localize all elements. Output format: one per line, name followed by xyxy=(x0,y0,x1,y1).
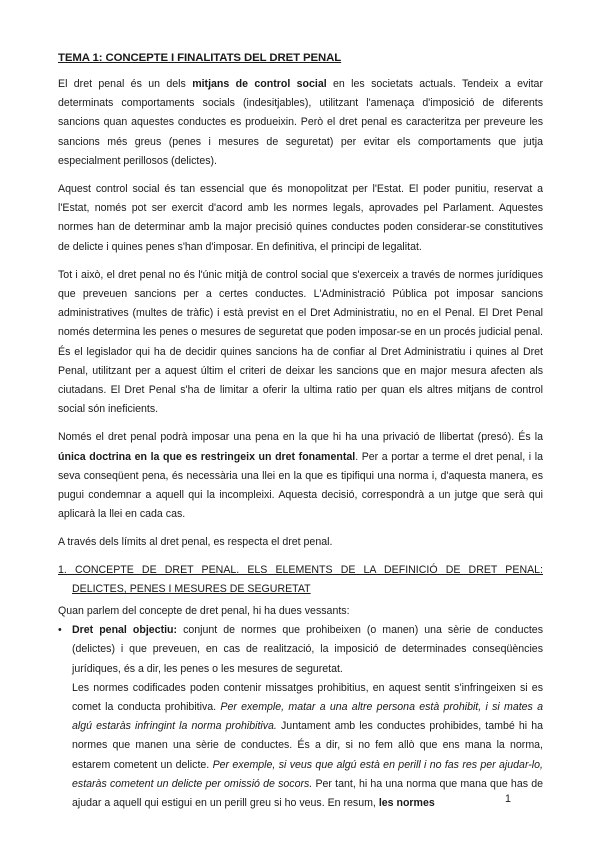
section-heading-line-2: DELICTES, PENES I MESURES DE SEGURETAT xyxy=(72,583,311,596)
paragraph-5: A través dels límits al dret penal, es respecta el dret penal. xyxy=(58,536,333,549)
p4-text-a: Només el dret penal podrà imposar una pena en la que hi ha una privació de llibertat (presó). És la xyxy=(58,431,543,444)
bullet-label: Dret penal objectiu: xyxy=(72,624,178,637)
paragraph-4 xyxy=(58,428,543,524)
p4-bold: única doctrina en la que es restringeix un dret fonamental xyxy=(58,450,356,463)
paragraph-2: Aquest control social és tan essencial que és monopolitzat per l'Estat. El poder punitiu, reservat a l'Estat, només pot ser exercit d'acord amb les normes legals, aprovades pel Parlament. Aquestes normes han de determinar amb la major precisió quines conductes poden considerar-se constitutives de delicte i quines penes s'han d'imposar. En definitiva, el principi de legalitat. xyxy=(58,183,543,253)
list-intro: Quan parlem del concepte de dret penal, hi ha dues vessants: xyxy=(58,605,350,618)
bp2-c: Juntament amb les conductes prohibides, també hi ha normes que manen una sèrie de conductes. És a dir, si no fem allò que ens mana la norma, estarem cometent un delicte. xyxy=(72,720,544,771)
document-page xyxy=(58,52,543,813)
bullet-definition xyxy=(72,621,543,679)
p1-text-a: El dret penal és un dels xyxy=(58,78,193,90)
p1-bold: mitjans de control social xyxy=(192,78,327,90)
paragraph-1 xyxy=(58,75,543,171)
bullet-text: conjunt de normes que prohibeixen (o manen) una sèrie de conductes (delictes) i que preveuen, en cas de realització, la imposició de determinades conseqüències jurídiques, és a dir, les penes o les mesures de seguretat. xyxy=(72,624,543,675)
bp2-d: Per exemple, si veus que algú està en perill i no fas res per ajudar-lo, estaràs cometent un delicte per omissió de socors. xyxy=(72,758,543,790)
bp2-e: Per tant, hi ha una norma que mana que has de ajudar a aquell qui estigui en un perill greu si ho veus. En resum, xyxy=(72,777,543,810)
bullet-item xyxy=(58,621,543,813)
bp2-f: les normes xyxy=(378,797,435,810)
bp2-b: Per exemple, matar a una altre persona està prohibit, i si mates a algú estaràs infringint la norma prohibitiva. xyxy=(72,701,543,733)
p4-text-c: . Per a portar a terme el dret penal, i la seva conseqüent pena, és necessària una llei en la que es tipifiqui una norma i, d'aquesta manera, es pugui condemnar a aquell qui la incompleixi. Aquesta decisió, correspondrà a un jutge que serà qui aplicarà la llei en cada cas. xyxy=(58,450,543,521)
bp2-a: Les normes codificades poden contenir missatges prohibitius, en aquest sentit s'infringeixen si es comet la conducta prohibitiva. xyxy=(72,681,543,714)
paragraph-3: Tot i això, el dret penal no és l'únic mitjà de control social que s'exerceix a través de normes jurídiques que preveuen sancions per a certes conductes. L'Administració Pública pot imposar sancions administratives (multes de tràfic) i està previst en el Dret Administratiu, no en el Penal. El Dret Penal només determina les penes o mesures de seguretat que poden imposar-se en un procés judicial penal. És el legislador qui ha de decidir quines sancions ha de confiar al Dret Administratiu i quines al Dret Penal, utilitzant per a aquest últim el criteri de deixar les sancions que en major mesura afecten als ciutadans. El Dret Penal s'ha de limitar a oferir la ultima ratio per quan els altres mitjans de control social són ineficients. xyxy=(58,268,543,416)
section-heading-line-1: 1. CONCEPTE DE DRET PENAL. ELS ELEMENTS DE LA DEFINICIÓ DE DRET PENAL: xyxy=(58,563,543,576)
document-title: TEMA 1: CONCEPTE I FINALITATS DEL DRET PENAL xyxy=(58,52,342,64)
p1-text-c: en les societats actuals. Tendeix a evitar determinats comportaments socials (indesitjables), utilitzant l'amenaça d'imposició de diferents sancions quan aquestes conductes es produeixin. Però el dret penal es caracteritza per preveure les sancions més greus (penes i mesures de seguretat) per evitar els comportaments que jutja especialment perillosos (delictes). xyxy=(58,78,543,167)
bullet-paragraph-2 xyxy=(72,679,543,813)
page-number: 1 xyxy=(505,793,511,805)
bullet-marker: • xyxy=(58,624,62,637)
